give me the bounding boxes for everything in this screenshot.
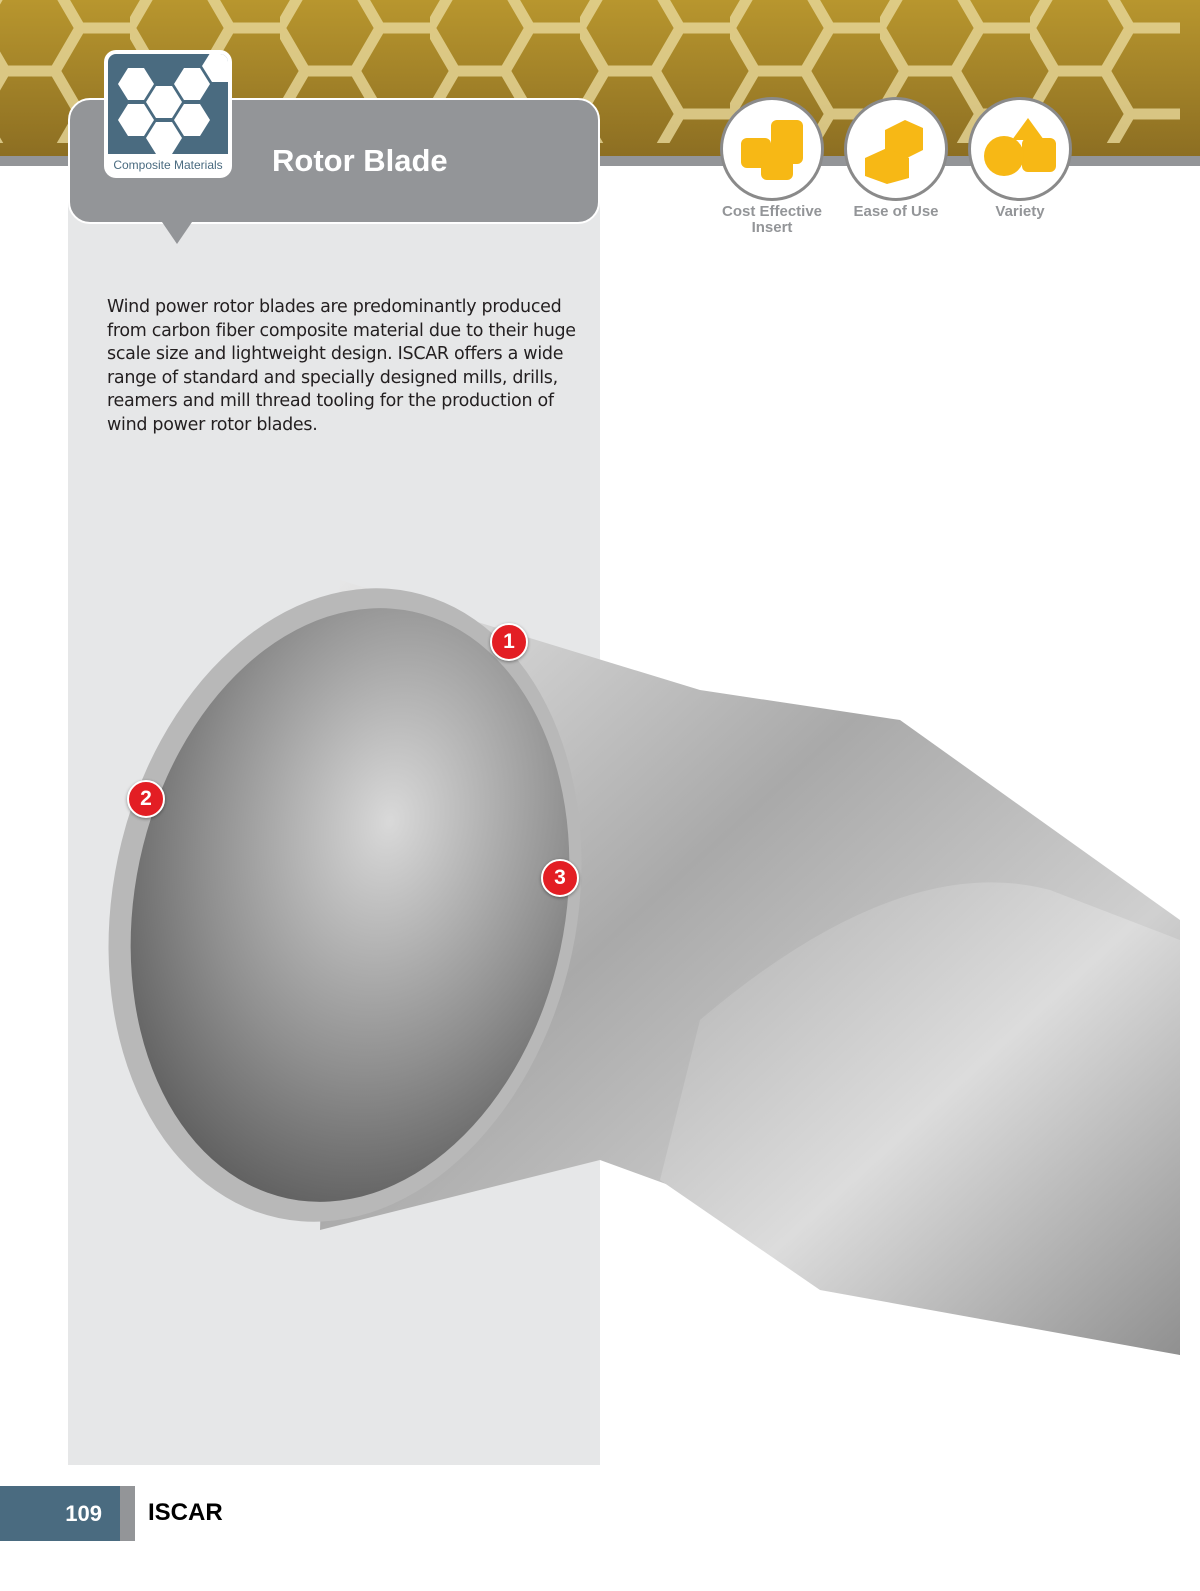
footer-brand: ISCAR bbox=[148, 1499, 223, 1526]
category-badge bbox=[104, 50, 232, 178]
feature-variety bbox=[968, 97, 1072, 220]
category-label: Composite Materials bbox=[113, 158, 223, 172]
hexagon-icon bbox=[108, 54, 228, 154]
page-number: 109 bbox=[0, 1486, 120, 1541]
feature-label: Variety bbox=[995, 203, 1045, 220]
shapes-icon bbox=[982, 114, 1058, 184]
feature-cost-effective bbox=[720, 97, 824, 236]
callout-marker-2: 2 bbox=[127, 780, 165, 818]
feature-ease-of-use bbox=[844, 97, 948, 220]
footer-divider bbox=[120, 1486, 135, 1541]
callout-marker-1: 1 bbox=[490, 623, 528, 661]
rotor-blade-image bbox=[0, 540, 1200, 1360]
bubble-tail bbox=[162, 222, 192, 244]
feature-label: Cost Effective Insert bbox=[721, 203, 823, 236]
page-title: Rotor Blade bbox=[272, 143, 448, 178]
description-text: Wind power rotor blades are predominantly produced from carbon fiber composite material due to their huge scale size and lightweight design. ISCAR offers a wide range of standard and specially designed mills, drills, reamers and mill thread tooling for the production of wind power rotor blades. bbox=[107, 297, 576, 435]
callout-marker-3: 3 bbox=[541, 859, 579, 897]
coins-icon bbox=[737, 114, 807, 184]
building-blocks-icon bbox=[861, 114, 931, 184]
feature-label: Ease of Use bbox=[853, 203, 939, 220]
